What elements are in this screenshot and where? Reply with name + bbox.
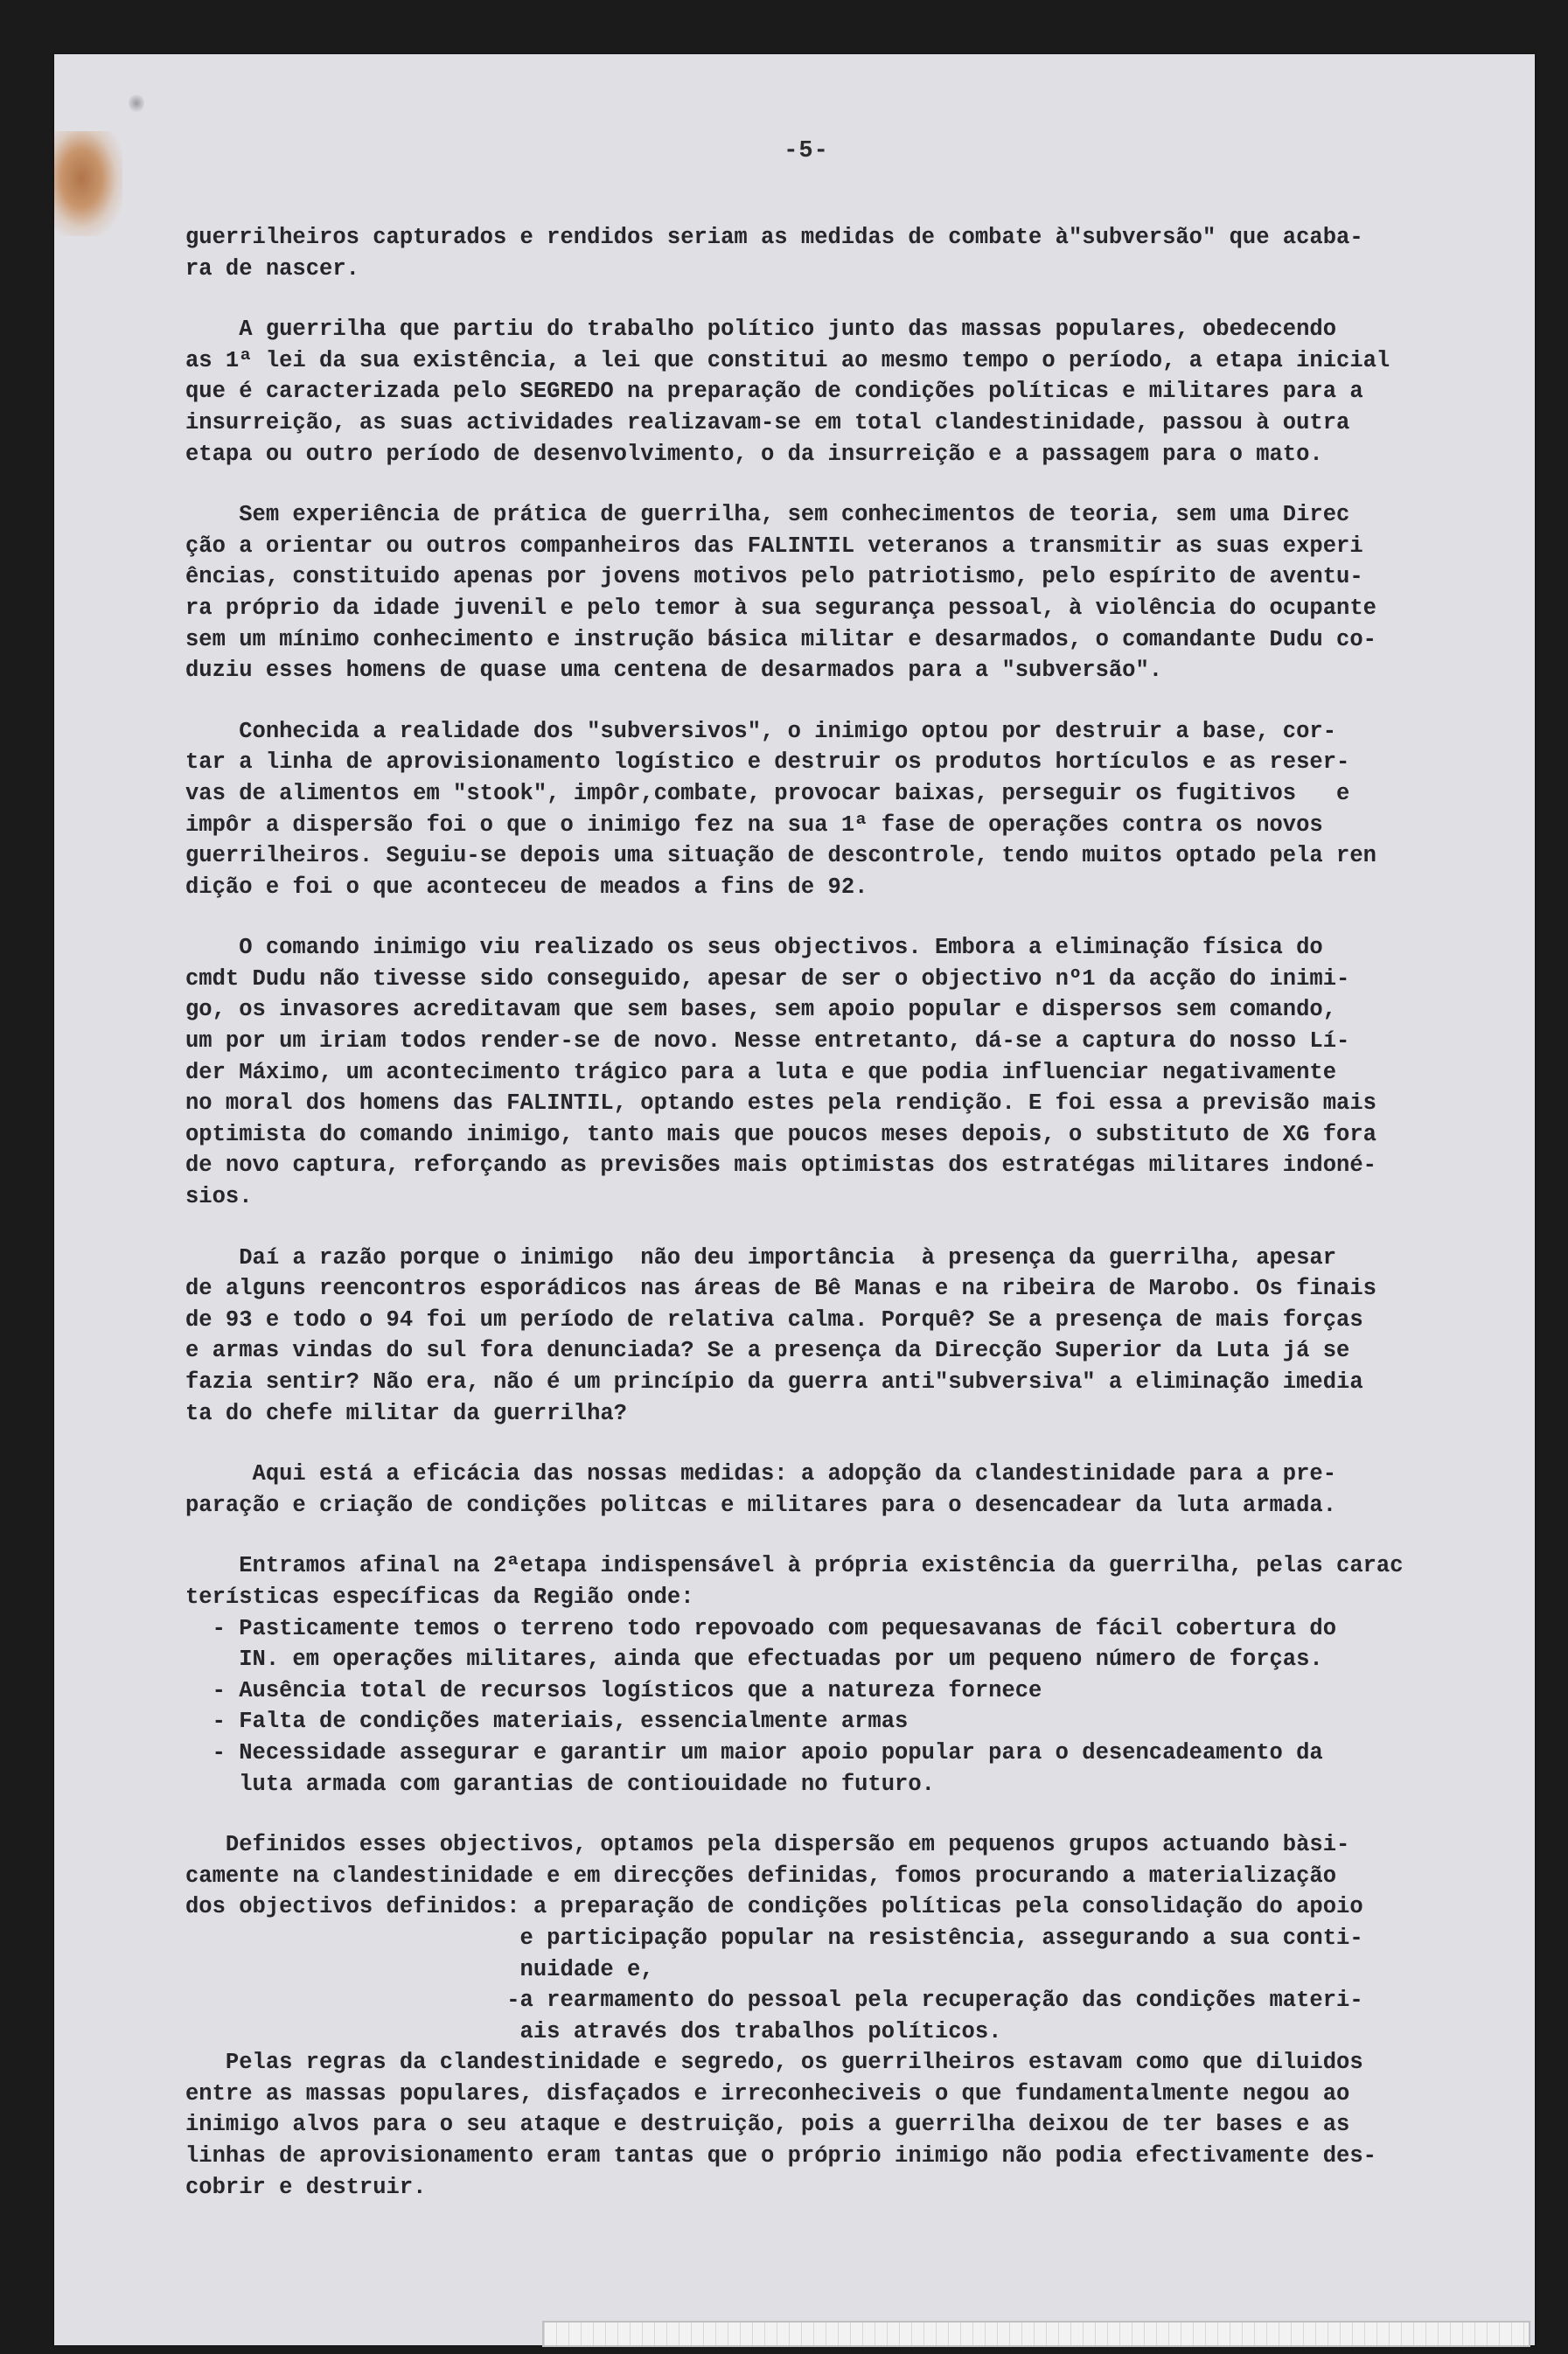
text-line: optimista do comando inimigo, tanto mais que poucos meses depois, o substituto de XG fora [185, 1121, 1376, 1147]
text-line: guerrilheiros. Seguiu-se depois uma situação de descontrole, tendo muitos optado pela ren [185, 843, 1376, 869]
text-line: camente na clandestinidade e em direcções definidas, fomos procurando a materialização [185, 1863, 1337, 1889]
text-line: ências, constituido apenas por jovens motivos pelo patriotismo, pelo espírito de aventu- [185, 564, 1363, 590]
text-line: ra próprio da idade juvenil e pelo temor à sua segurança pessoal, à violência do ocupante [185, 595, 1376, 621]
paragraph-gap [185, 284, 1515, 314]
text-line: - Necessidade assegurar e garantir um maior apoio popular para o desencadeamento da [185, 1739, 1323, 1766]
paragraph [185, 1829, 1515, 2203]
text-line: terísticas específicas da Região onde: [185, 1584, 694, 1610]
text-line: no moral dos homens das FALINTIL, optando estes pela rendição. E foi essa a previsão mais [185, 1090, 1376, 1117]
paper-mark [129, 94, 144, 113]
text-line: ais através dos trabalhos políticos. [185, 2018, 1002, 2044]
text-line: luta armada com garantias de contiouidade no futuro. [185, 1771, 935, 1797]
paragraph [185, 932, 1515, 1212]
paragraph [185, 314, 1515, 470]
text-line: Pelas regras da clandestinidade e segredo, os guerrilheiros estavam como que diluidos [185, 2050, 1363, 2076]
text-line: guerrilheiros capturados e rendidos seriam as medidas de combate à"subversão" que acaba- [185, 225, 1363, 250]
text-line: paração e criação de condições politcas e militares para o desencadear da luta armada. [185, 1492, 1337, 1518]
text-line: de alguns reencontros esporádicos nas áreas de Bê Manas e na ribeira de Marobo. Os finais [185, 1276, 1376, 1302]
text-line: - Pasticamente temos o terreno todo repovoado com pequesavanas de fácil cobertura do [185, 1615, 1337, 1641]
text-line: impôr a dispersão foi o que o inimigo fez na sua 1ª fase de operações contra os novos [185, 811, 1323, 838]
text-line: -a rearmamento do pessoal pela recuperação das condições materi- [185, 1988, 1363, 2014]
text-line: A guerrilha que partiu do trabalho político junto das massas populares, obedecendo [185, 317, 1337, 343]
text-line: sem um mínimo conhecimento e instrução básica militar e desarmados, o comandante Dudu co- [185, 626, 1376, 652]
text-line: cmdt Dudu não tivesse sido conseguido, apesar de ser o objectivo nº1 da acção do inimi- [185, 965, 1350, 992]
text-line: Entramos afinal na 2ªetapa indispensável à própria existência da guerrilha, pelas carac [185, 1553, 1404, 1579]
paragraph-gap [185, 1521, 1515, 1550]
paragraph [185, 222, 1515, 284]
text-line: Conhecida a realidade dos "subversivos", o inimigo optou por destruir a base, cor- [185, 718, 1337, 744]
text-line: ra de nascer. [185, 255, 359, 282]
text-line: dição e foi o que aconteceu de meados a fins de 92. [185, 874, 868, 900]
paragraph-gap [185, 1213, 1515, 1243]
text-line: Sem experiência de prática de guerrilha, sem conhecimentos de teoria, sem uma Direc [185, 502, 1350, 528]
text-line: IN. em operações militares, ainda que efectuadas por um pequeno número de forças. [185, 1647, 1323, 1673]
text-line: - Ausência total de recursos logísticos que a natureza fornece [185, 1677, 1042, 1703]
text-line: linhas de aprovisionamento eram tantas que o próprio inimigo não podia efectivamente des- [185, 2143, 1376, 2169]
paragraph-gap [185, 902, 1515, 932]
paragraph [185, 1459, 1515, 1521]
text-line: de 93 e todo o 94 foi um período de relativa calma. Porquê? Se a presença de mais forças [185, 1306, 1363, 1333]
text-line: um por um iriam todos render-se de novo. Nesse entretanto, dá-se a captura do nosso Lí- [185, 1028, 1350, 1055]
paper-stain [54, 131, 122, 236]
text-line: der Máximo, um acontecimento trágico para a luta e que podia influenciar negativamente [185, 1059, 1337, 1085]
text-line: Aqui está a eficácia das nossas medidas: a adopção da clandestinidade para a pre- [185, 1461, 1337, 1487]
paragraph-gap [185, 470, 1515, 499]
paragraph-gap [185, 686, 1515, 716]
document-sheet [54, 54, 1535, 2345]
paragraph-gap [185, 1800, 1515, 1829]
text-line: Definidos esses objectivos, optamos pela dispersão em pequenos grupos actuando bàsi- [185, 1832, 1350, 1858]
text-line: nuidade e, [185, 1956, 654, 1982]
scale-ruler [542, 2321, 1530, 2347]
text-line: duziu esses homens de quase uma centena de desarmados para a "subversão". [185, 658, 1163, 684]
text-line: de novo captura, reforçando as previsões mais optimistas dos estratégas militares indoné- [185, 1153, 1376, 1179]
document-body [185, 222, 1515, 2203]
text-line: e armas vindas do sul fora denunciada? Se a presença da Direcção Superior da Luta já se [185, 1338, 1350, 1364]
text-line: insurreição, as suas actividades realizavam-se em total clandestinidade, passou à outra [185, 409, 1350, 435]
text-line: go, os invasores acreditavam que sem bases, sem apoio popular e dispersos sem comando, [185, 997, 1337, 1023]
paragraph [185, 716, 1515, 903]
text-line: as 1ª lei da sua existência, a lei que constitui ao mesmo tempo o período, a etapa inicial [185, 347, 1390, 373]
text-line: ta do chefe militar da guerrilha? [185, 1400, 627, 1426]
text-line: entre as massas populares, disfaçados e irreconheciveis o que fundamentalmente negou ao [185, 2080, 1350, 2107]
page-number: -5- [784, 138, 829, 164]
text-line: tar a linha de aprovisionamento logístico e destruir os produtos hortículos e as reser- [185, 749, 1350, 776]
paragraph [185, 1550, 1515, 1800]
text-line: que é caracterizada pelo SEGREDO na preparação de condições políticas e militares para a [185, 379, 1363, 405]
text-line: etapa ou outro período de desenvolvimento, o da insurreição e a passagem para o mato. [185, 441, 1323, 467]
text-line: - Falta de condições materiais, essencialmente armas [185, 1709, 909, 1735]
text-line: vas de alimentos em "stook", impôr,combate, provocar baixas, perseguir os fugitivos e [185, 780, 1350, 806]
text-line: e participação popular na resistência, assegurando a sua conti- [185, 1925, 1363, 1951]
text-line: O comando inimigo viu realizado os seus objectivos. Embora a eliminação física do [185, 935, 1323, 961]
paragraph [185, 1243, 1515, 1430]
text-line: dos objectivos definidos: a preparação de condições políticas pela consolidação do apoio [185, 1894, 1363, 1920]
paragraph-gap [185, 1429, 1515, 1459]
text-line: inimigo alvos para o seu ataque e destruição, pois a guerrilha deixou de ter bases e as [185, 2112, 1350, 2138]
paragraph [185, 499, 1515, 686]
text-line: ção a orientar ou outros companheiros das FALINTIL veteranos a transmitir as suas experi [185, 533, 1363, 559]
text-line: Daí a razão porque o inimigo não deu importância à presença da guerrilha, apesar [185, 1244, 1337, 1271]
text-line: cobrir e destruir. [185, 2174, 427, 2200]
text-line: fazia sentir? Não era, não é um princípio da guerra anti"subversiva" a eliminação imedia [185, 1369, 1363, 1395]
text-line: sios. [185, 1184, 253, 1210]
